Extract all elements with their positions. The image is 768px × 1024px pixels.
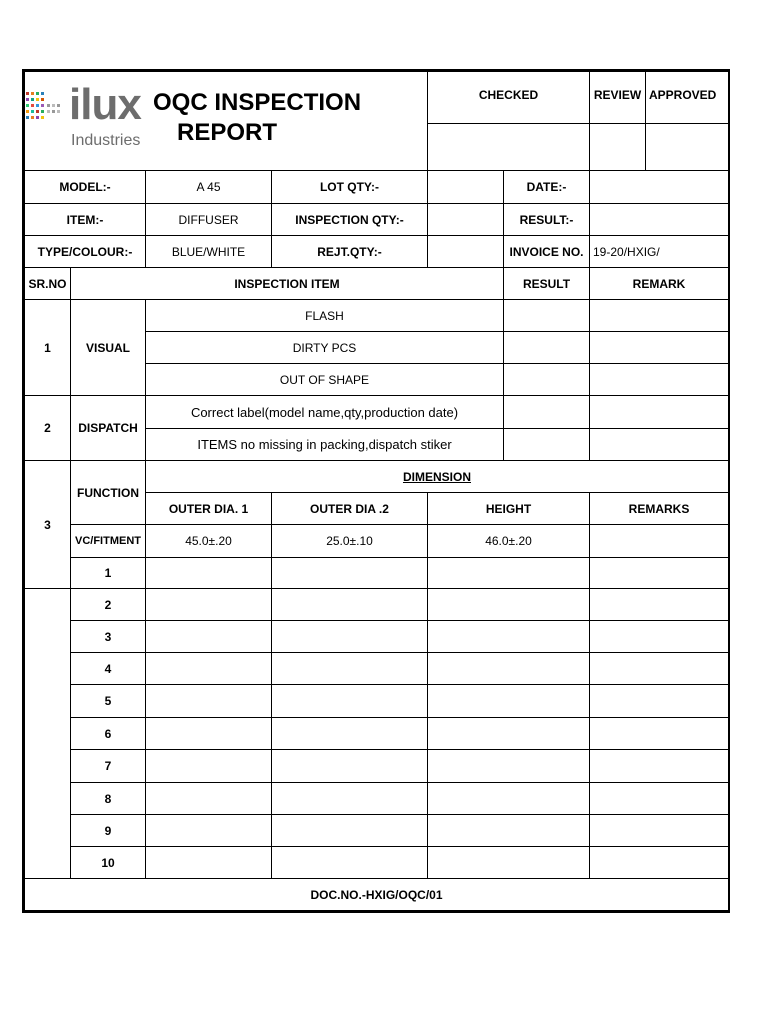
sample-outer-dia-1[interactable] [146,621,272,653]
dispatch-packing-result[interactable] [504,429,590,461]
sample-no: 10 [71,847,146,879]
model-label: MODEL:- [25,171,146,204]
dispatch-label-result[interactable] [504,396,590,429]
sample-outer-dia-2[interactable] [272,718,428,750]
result-label: RESULT:- [504,204,590,236]
vc-fitment-label: VC/FITMENT [71,525,146,558]
visual-item-shape: OUT OF SHAPE [146,364,504,396]
dispatch-label: DISPATCH [71,396,146,461]
visual-sr: 1 [25,300,71,396]
invoice-value[interactable]: 19-20/HXIG/ [590,236,729,268]
sample-outer-dia-2[interactable] [272,558,428,589]
logo-dots-icon [25,90,67,130]
sample-height[interactable] [428,718,590,750]
dimension-header: DIMENSION [146,461,729,493]
sample-height[interactable] [428,558,590,589]
sample-outer-dia-1[interactable] [146,653,272,685]
sample-outer-dia-2[interactable] [272,653,428,685]
visual-shape-result[interactable] [504,364,590,396]
sample-height[interactable] [428,621,590,653]
inspection-qty-value[interactable] [428,204,504,236]
inspection-item-header: INSPECTION ITEM [71,268,504,300]
sample-outer-dia-2[interactable] [272,783,428,815]
sample-outer-dia-2[interactable] [272,589,428,621]
lot-qty-value[interactable] [428,171,504,204]
dispatch-item-packing: ITEMS no missing in packing,dispatch stiker [146,429,504,461]
sample-outer-dia-1[interactable] [146,589,272,621]
model-value[interactable]: A 45 [146,171,272,204]
sample-outer-dia-1[interactable] [146,815,272,847]
checked-header: CHECKED [428,72,590,124]
sample-height[interactable] [428,815,590,847]
visual-item-dirty: DIRTY PCS [146,332,504,364]
rejt-qty-label: REJT.QTY:- [272,236,428,268]
inspection-qty-label: INSPECTION QTY:- [272,204,428,236]
page-title [153,88,428,148]
sample-outer-dia-2[interactable] [272,621,428,653]
lot-qty-label: LOT QTY:- [272,171,428,204]
checked-signature-cell[interactable] [428,124,590,171]
item-value[interactable]: DIFFUSER [146,204,272,236]
sample-remarks[interactable] [590,783,729,815]
title-line-1: OQC INSPECTION [153,89,362,116]
report-table [24,71,729,911]
sample-remarks[interactable] [590,815,729,847]
sample-height[interactable] [428,847,590,879]
invoice-label: INVOICE NO. [504,236,590,268]
sample-outer-dia-1[interactable] [146,847,272,879]
sample-no: 4 [71,653,146,685]
sample-remarks[interactable] [590,621,729,653]
inspection-report-sheet [22,69,730,913]
type-colour-value[interactable]: BLUE/WHITE [146,236,272,268]
sample-remarks[interactable] [590,718,729,750]
visual-dirty-remark[interactable] [590,332,729,364]
sample-outer-dia-2[interactable] [272,685,428,718]
sample-height[interactable] [428,685,590,718]
height-header: HEIGHT [428,493,590,525]
visual-label: VISUAL [71,300,146,396]
sample-no: 2 [71,589,146,621]
visual-shape-remark[interactable] [590,364,729,396]
dispatch-label-remark[interactable] [590,396,729,429]
outer-dia-1-header: OUTER DIA. 1 [146,493,272,525]
result-header: RESULT [504,268,590,300]
sr-no-header: SR.NO [25,268,71,300]
sample-remarks[interactable] [590,558,729,589]
sample-no: 6 [71,718,146,750]
remarks-header: REMARKS [590,493,729,525]
sample-remarks[interactable] [590,847,729,879]
approved-header: APPROVED [646,72,729,124]
visual-flash-remark[interactable] [590,300,729,332]
company-logo [25,80,155,156]
sample-outer-dia-2[interactable] [272,750,428,783]
review-signature-cell[interactable] [590,124,646,171]
sample-height[interactable] [428,589,590,621]
sample-no: 9 [71,815,146,847]
visual-flash-result[interactable] [504,300,590,332]
approved-signature-cell[interactable] [646,124,729,171]
logo-subtitle: Industries [71,132,141,149]
sample-outer-dia-1[interactable] [146,558,272,589]
visual-item-flash: FLASH [146,300,504,332]
title-line-2: REPORT [177,119,278,146]
sample-no: 8 [71,783,146,815]
dispatch-sr: 2 [25,396,71,461]
date-value[interactable] [590,171,729,204]
dispatch-packing-remark[interactable] [590,429,729,461]
result-value[interactable] [590,204,729,236]
sample-no: 5 [71,685,146,718]
outer-dia-2-header: OUTER DIA .2 [272,493,428,525]
sample-remarks[interactable] [590,685,729,718]
sample-no: 7 [71,750,146,783]
sample-height[interactable] [428,750,590,783]
function-sr: 3 [25,461,71,589]
sample-outer-dia-1[interactable] [146,685,272,718]
sample-outer-dia-1[interactable] [146,718,272,750]
sample-outer-dia-2[interactable] [272,847,428,879]
review-header: REVIEW [590,72,646,124]
sample-remarks[interactable] [590,750,729,783]
logo-wordmark: ilux [69,80,141,129]
sample-height[interactable] [428,653,590,685]
spec-remarks[interactable] [590,525,729,558]
samples-sr-blank [25,589,71,879]
visual-dirty-result[interactable] [504,332,590,364]
date-label: DATE:- [504,171,590,204]
function-label: FUNCTION [71,461,146,525]
sample-remarks[interactable] [590,589,729,621]
sample-outer-dia-1[interactable] [146,750,272,783]
sample-no: 1 [71,558,146,589]
title-block [25,72,428,171]
height-spec: 46.0±.20 [428,525,590,558]
type-colour-label: TYPE/COLOUR:- [25,236,146,268]
outer-dia-2-spec: 25.0±.10 [272,525,428,558]
sample-outer-dia-1[interactable] [146,783,272,815]
sample-outer-dia-2[interactable] [272,815,428,847]
sample-no: 3 [71,621,146,653]
item-label: ITEM:- [25,204,146,236]
rejt-qty-value[interactable] [428,236,504,268]
sample-height[interactable] [428,783,590,815]
outer-dia-1-spec: 45.0±.20 [146,525,272,558]
doc-number: DOC.NO.-HXIG/OQC/01 [25,879,729,911]
remark-header: REMARK [590,268,729,300]
dispatch-item-label: Correct label(model name,qty,production date) [146,396,504,429]
sample-remarks[interactable] [590,653,729,685]
